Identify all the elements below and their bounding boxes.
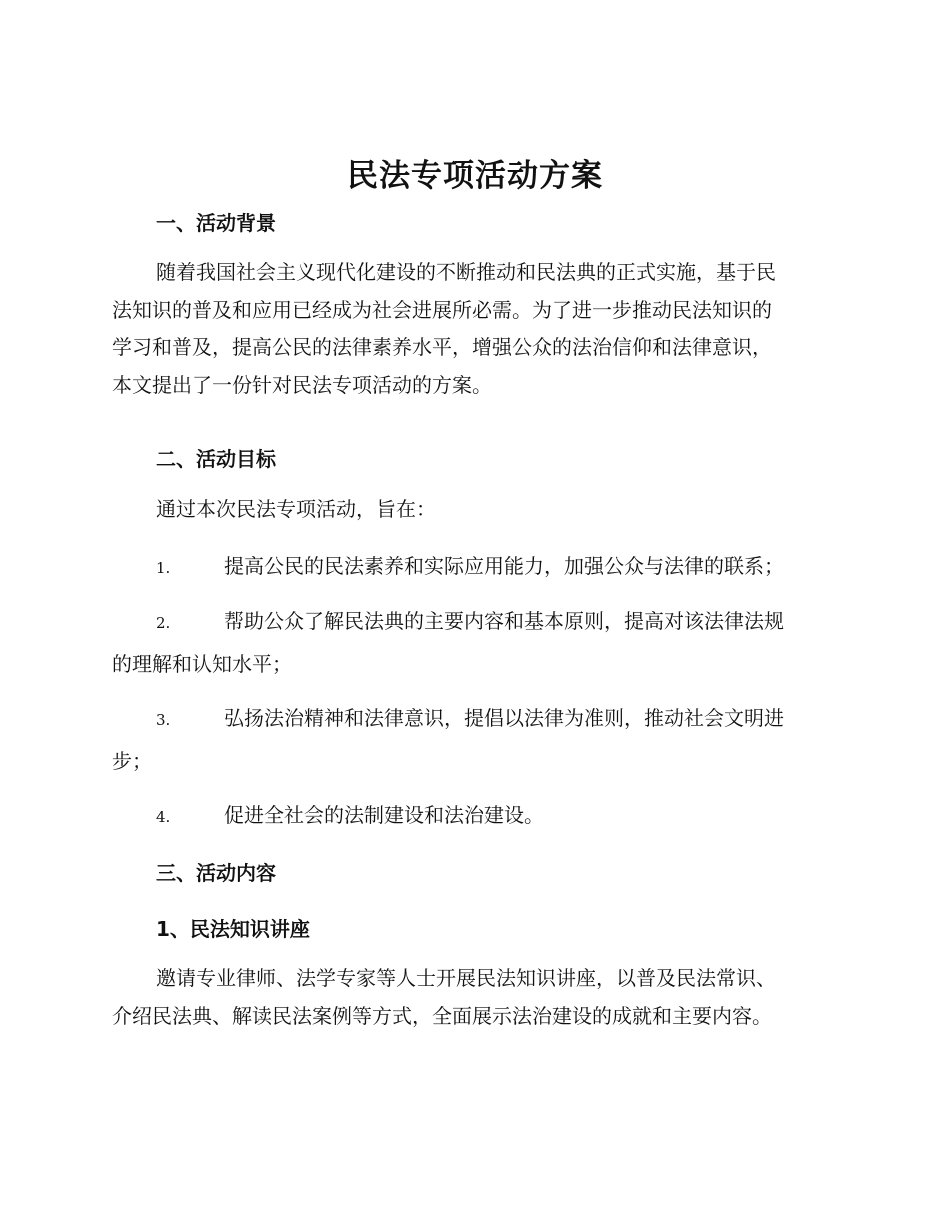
paragraph-line: 学习和普及，提高公民的法律素养水平，增强公众的法治信仰和法律意识， [112,335,772,359]
list-item-number: 1. [156,559,171,577]
paragraph-line: 法知识的普及和应用已经成为社会进展所必需。为了进一步推动民法知识的 [112,297,772,322]
subsection-heading-lecture: 1、民法知识讲座 [156,917,310,941]
list-item-text: 的理解和认知水平； [112,652,292,676]
list-item [112,697,834,783]
list-item-text: 提高公民的民法素养和实际应用能力，加强公众与法律的联系； [224,554,784,578]
lecture-paragraph [112,960,834,1035]
list-item-text: 步； [112,749,152,773]
paragraph-line: 邀请专业律师、法学专家等人士开展民法知识讲座，以普及民法常识、 [156,966,776,990]
paragraph-line: 介绍民法典、解读民法案例等方式，全面展示法治建设的成就和主要内容。 [112,1003,772,1028]
goals-intro [112,491,834,529]
list-item-number: 2. [156,614,171,632]
list-item [112,545,834,588]
list-item [112,600,834,686]
section-heading-background: 一、活动背景 [156,211,276,235]
section-heading-goals: 二、活动目标 [156,447,276,471]
document-title: 民法专项活动方案 [347,158,603,194]
section-heading-content: 三、活动内容 [156,861,276,885]
paragraph-line: 随着我国社会主义现代化建设的不断推动和民法典的正式实施，基于民 [156,260,776,284]
list-item-number: 3. [156,711,171,729]
list-item-text: 帮助公众了解民法典的主要内容和基本原则，提高对该法律法规 [224,609,784,633]
list-item [112,794,834,837]
list-item-number: 4. [156,808,171,826]
paragraph-line: 本文提出了一份针对民法专项活动的方案。 [112,372,492,397]
list-item-text: 促进全社会的法制建设和法治建设。 [224,803,544,827]
list-item-text: 弘扬法治精神和法律意识，提倡以法律为准则，推动社会文明进 [224,706,784,730]
paragraph-line: 通过本次民法专项活动，旨在： [156,497,436,521]
background-paragraph [112,254,834,404]
